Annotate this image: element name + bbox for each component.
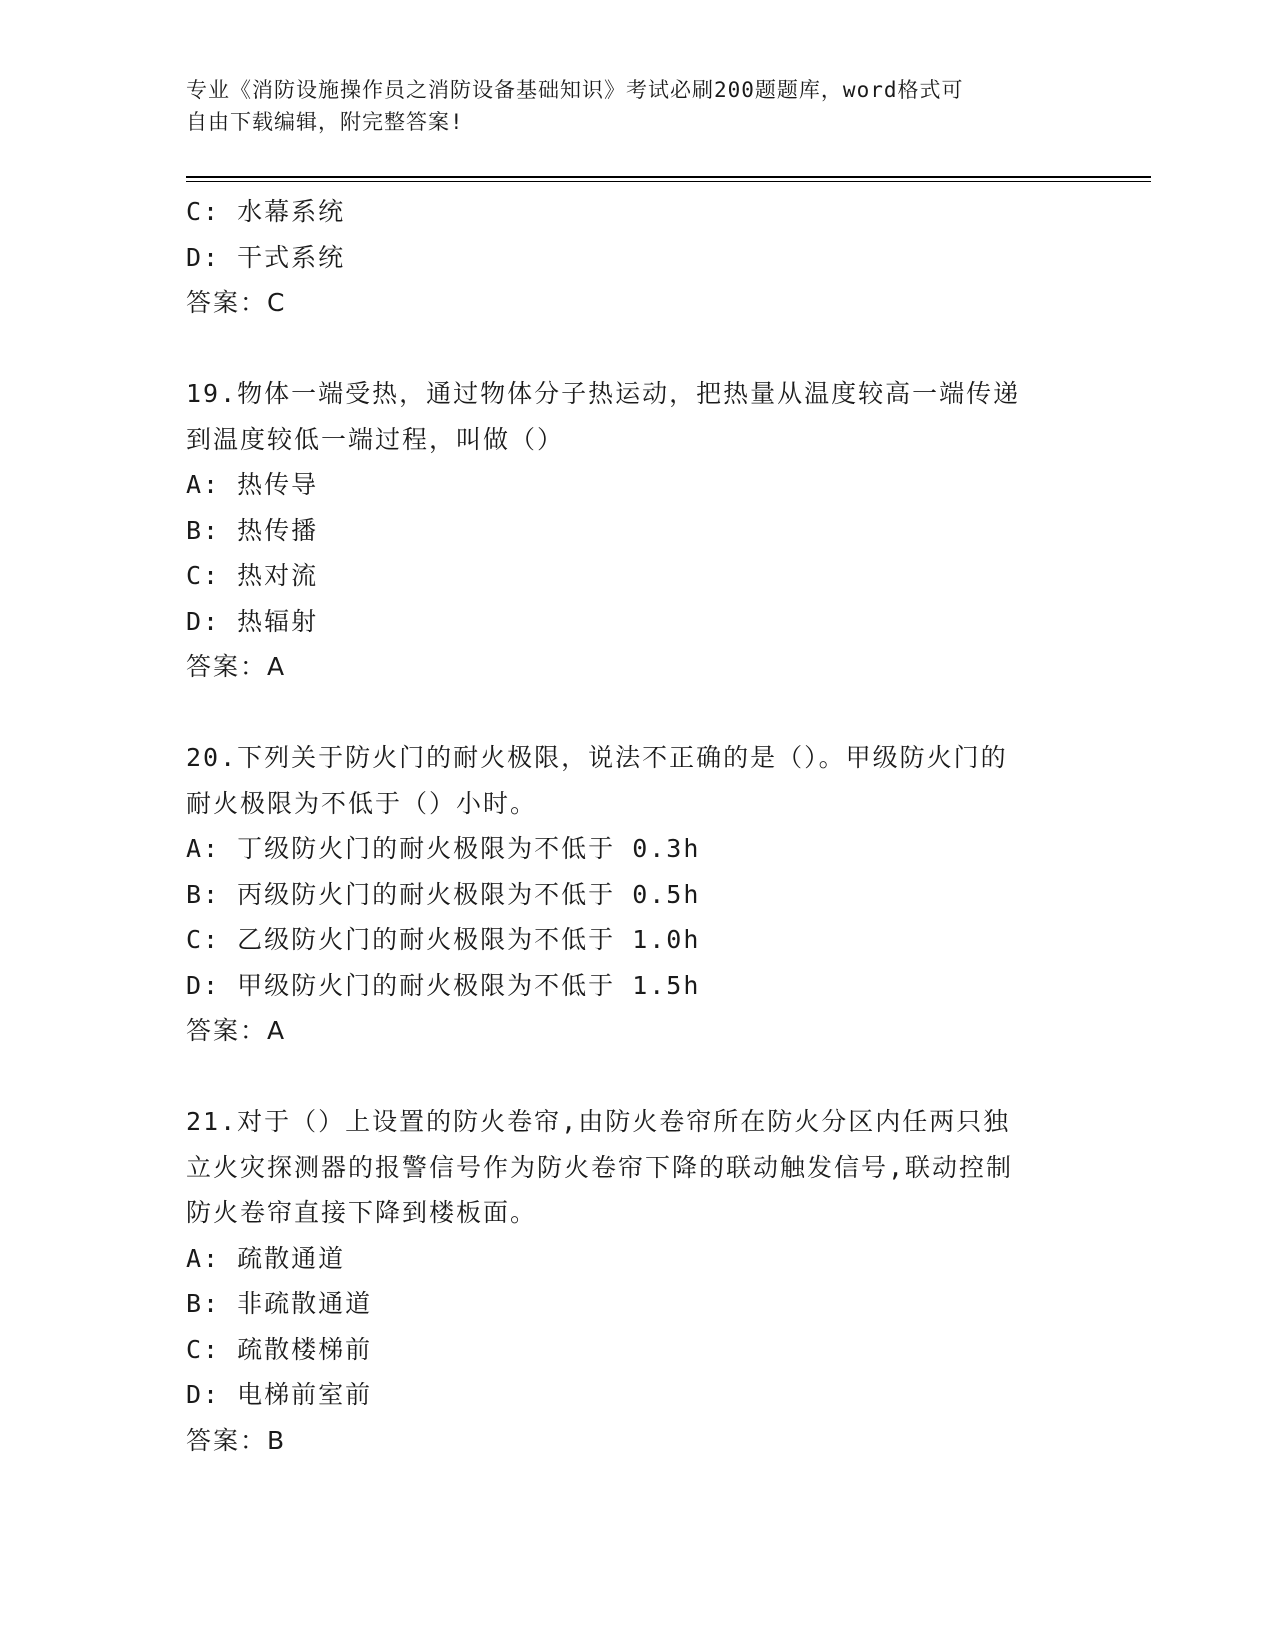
option-b: B: 非疏散通道 xyxy=(186,1289,373,1318)
answer: 答案：B xyxy=(186,1425,287,1455)
question-text-line-1: 20.下列关于防火门的耐火极限，说法不正确的是（）。甲级防火门的 xyxy=(186,743,1008,772)
question-text-line-2: 到温度较低一端过程，叫做（） xyxy=(186,424,565,454)
option-b: B: 热传播 xyxy=(186,515,319,545)
question-20 xyxy=(186,735,1086,1054)
option-c: C: 疏散楼梯前 xyxy=(186,1334,373,1364)
option-c: C: 乙级防火门的耐火极限为不低于 1.0h xyxy=(186,925,701,954)
question-text-line-1: 21.对于（）上设置的防火卷帘,由防火卷帘所在防火分区内任两只独 xyxy=(186,1107,1011,1136)
option-a: A: 疏散通道 xyxy=(186,1243,346,1273)
header-line-2: 自由下载编辑，附完整答案! xyxy=(186,110,464,134)
option-d: D: 热辐射 xyxy=(186,606,319,636)
answer: 答案：C xyxy=(186,288,287,317)
option-a: A: 热传导 xyxy=(186,470,319,499)
question-19 xyxy=(186,371,1086,690)
answer: 答案：A xyxy=(186,1016,287,1045)
question-text-line-2: 耐火极限为不低于（）小时。 xyxy=(186,788,538,818)
question-list xyxy=(186,189,1086,1463)
question-text-line-3: 防火卷帘直接下降到楼板面。 xyxy=(186,1198,538,1227)
question-text-line-2: 立火灾探测器的报警信号作为防火卷帘下降的联动触发信号,联动控制 xyxy=(186,1152,1014,1182)
header-line-1: 专业《消防设施操作员之消防设备基础知识》考试必刷200题题库，word格式可 xyxy=(186,78,964,102)
option-d: D: 电梯前室前 xyxy=(186,1380,373,1409)
option-a: A: 丁级防火门的耐火极限为不低于 0.3h xyxy=(186,834,701,863)
option-c: C: 热对流 xyxy=(186,561,319,590)
header-rule-thick xyxy=(186,176,1151,178)
option-c: C: 水幕系统 xyxy=(186,197,346,226)
option-b: B: 丙级防火门的耐火极限为不低于 0.5h xyxy=(186,879,701,909)
option-d: D: 甲级防火门的耐火极限为不低于 1.5h xyxy=(186,970,701,1000)
page-header xyxy=(186,74,1086,138)
header-rule-thin xyxy=(186,181,1151,182)
option-d: D: 干式系统 xyxy=(186,242,346,272)
question-21 xyxy=(186,1099,1086,1463)
question-18 xyxy=(186,189,1086,326)
question-text-line-1: 19.物体一端受热，通过物体分子热运动，把热量从温度较高一端传递 xyxy=(186,379,1021,408)
answer: 答案：A xyxy=(186,652,287,681)
